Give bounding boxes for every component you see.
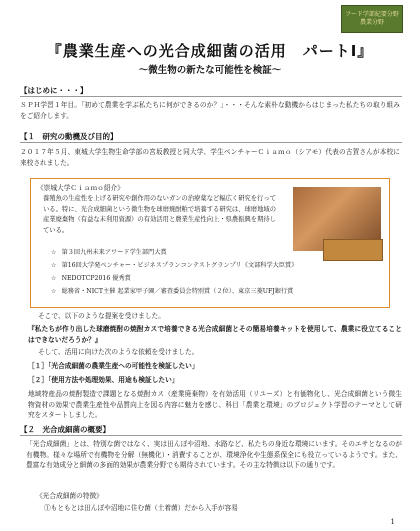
award-item: ☆ 総務省・NICT主催 起業家甲子園／審査委員会特別賞（２位）、東京三菱UFJ銀行賞 xyxy=(51,288,294,295)
section1-heading: 【１ 研究の動機及び目的】 xyxy=(20,132,118,141)
award-item: ☆ NEDOTCP2016 優秀賞 xyxy=(51,275,131,282)
star-icon: ☆ xyxy=(51,275,57,282)
divider xyxy=(20,142,402,143)
section2-heading: 【２ 光合成細菌の概要】 xyxy=(20,425,110,434)
page-number: 1 xyxy=(390,518,395,526)
feature-1: ①もともとは田んぼや沼地に住む菌（土着菌）だから入手が容易 xyxy=(44,504,238,512)
award-item: ☆ 第16回大学発ベンチャー・ビジネスプランコンテストグランプリ《文部科学大臣賞》 xyxy=(51,262,298,269)
proposal-text: 『私たちが作り出した球磨焼酎の焼酎カスで培養できる光合成細菌とその簡易培養キットを使用して、農業に役立てることはできないだろうか？』 xyxy=(28,325,402,344)
request-2: ［２］「使用方法や処理効果、用途も検証したい」 xyxy=(28,376,179,384)
after-box-text: そこで、以下のような提案を受けました。 xyxy=(38,312,165,320)
divider xyxy=(20,96,402,97)
document-subtitle: ～微生物の新たな可能性を検証～ xyxy=(138,65,282,76)
conclusion-text: 地域特産品の焼酎製造で課題となる焼酎カス（産業廃棄物）を有効活用（リユーズ）と有価物化し、光合成細菌という微生物資材の効果で農業生産性や品質向上を図る内容に魅力を感じ、科目「農業と環境」のプロジェクト学習のテーマとして研究をスタートしました。 xyxy=(28,390,402,419)
box-title: 《崇城大学Ｃｉａｍｏ紹介》 xyxy=(37,184,124,192)
section2-text: 「光合成細菌」とは、特別な菌ではなく、実は田んぼや沼地、水路など、私たちの身近な環境にいます。そのエサとなるのが有機物。様々な場所で有機物を分解（無機化）・消費することが、環境浄化や生態系保全にも役立っているようです。また、豊富な有効成分と細菌の多面的効果が農業分野でも期待されています。その主な特徴は以下の通りです。 xyxy=(26,440,402,469)
box-body: 養殖魚の生産性を上げる研究や創作用のないガンの治療薬など幅広く研究を行っている。特に、光合成細菌という微生物を球磨焼酎粕で培養する研究は、球磨地域の産業廃棄物（有益な未利用資源）の有効活用と農業生産性向上・県農振興を期待している。 xyxy=(43,195,276,234)
star-icon: ☆ xyxy=(51,288,57,295)
response-text: そして、活用に向けた次のような依頼を受けました。 xyxy=(38,348,199,356)
request-1: ［１］「光合成細菌の農業生産への可能性を検証したい」 xyxy=(28,362,199,370)
star-icon: ☆ xyxy=(51,249,57,256)
features-title: 《光合成細菌の特徴》 xyxy=(36,492,103,500)
kit-photo xyxy=(323,239,383,261)
divider xyxy=(20,435,402,436)
award-item: ☆ 第３回九州未来アワード学生部門大賞 xyxy=(51,249,167,256)
intro-text: ＳＰＨ学習１年目。「初めて農業を学ぶ私たちに何ができるのか？」・・・そんな素朴な動機からはじまった私たちの取り組みをご紹介します。 xyxy=(20,101,400,120)
badge-line1: フード学部紀要分野 xyxy=(345,11,399,18)
ciamo-intro-box xyxy=(30,178,390,308)
badge-line2: 農業分野 xyxy=(359,19,384,26)
category-badge xyxy=(341,5,403,33)
intro-heading: 【はじめに・・・】 xyxy=(20,86,88,95)
document-title: 『農業生産への光合成細菌の活用 パートⅠ』 xyxy=(46,42,374,60)
section1-text: ２０１７年５月、東城大学生物生命学部の宮坂教授と同大学、学生ベンチャーＣｉａｍｏ（シアモ）代表の古賀さんが本校に来校されました。 xyxy=(20,148,400,167)
star-icon: ☆ xyxy=(51,262,57,269)
